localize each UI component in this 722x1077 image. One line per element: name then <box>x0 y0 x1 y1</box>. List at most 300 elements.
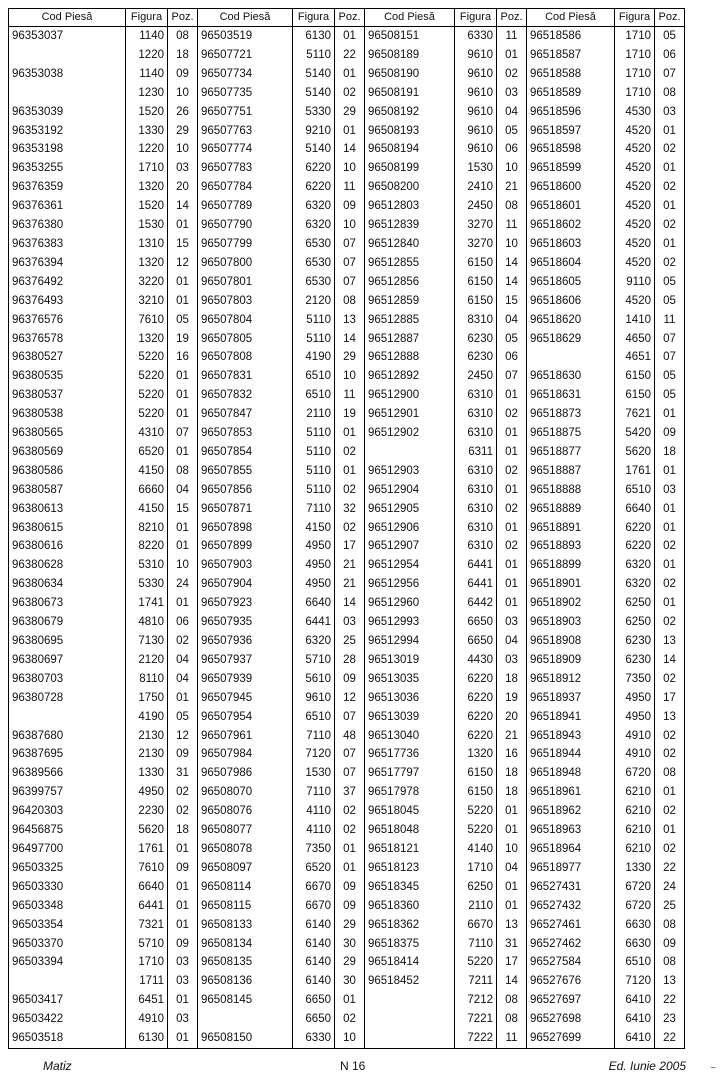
position-cell: 02 <box>335 443 365 462</box>
position-cell: 05 <box>168 708 198 727</box>
position-cell: 03 <box>168 972 198 991</box>
position-cell: 14 <box>655 651 685 670</box>
part-code-cell: 96507961 <box>198 727 293 746</box>
position-cell: 01 <box>497 443 527 462</box>
part-code-cell: 96508115 <box>198 897 293 916</box>
part-code-cell: 96507803 <box>198 292 293 311</box>
column-header-poz: Poz. <box>497 9 527 27</box>
figure-cell: 4950 <box>293 575 335 594</box>
position-cell: 12 <box>168 254 198 273</box>
part-code-cell: 96518375 <box>365 935 455 954</box>
part-code-cell: 96507904 <box>198 575 293 594</box>
position-cell: 01 <box>335 65 365 84</box>
position-cell: 03 <box>335 613 365 632</box>
figure-cell: 4520 <box>615 140 655 159</box>
position-cell: 28 <box>335 651 365 670</box>
part-code-cell: 96517797 <box>365 764 455 783</box>
position-cell: 01 <box>497 897 527 916</box>
position-cell: 23 <box>655 1010 685 1029</box>
position-cell: 19 <box>168 330 198 349</box>
position-cell: 02 <box>497 462 527 481</box>
table-row <box>9 178 685 197</box>
table-row <box>9 235 685 254</box>
figure-cell: 6510 <box>293 708 335 727</box>
figure-cell: 8110 <box>126 670 168 689</box>
figure-cell: 6650 <box>455 632 497 651</box>
figure-cell: 2130 <box>126 745 168 764</box>
position-cell: 02 <box>335 821 365 840</box>
position-cell: 10 <box>335 367 365 386</box>
part-code-cell: 96503518 <box>9 1029 126 1048</box>
figure-cell: 6150 <box>615 367 655 386</box>
position-cell: 02 <box>168 783 198 802</box>
figure-cell: 1761 <box>615 462 655 481</box>
table-row <box>9 27 685 46</box>
figure-cell: 6250 <box>615 613 655 632</box>
figure-cell: 6130 <box>293 27 335 46</box>
figure-cell: 4150 <box>126 500 168 519</box>
figure-cell: 6510 <box>615 953 655 972</box>
position-cell: 05 <box>655 27 685 46</box>
part-code-cell: 96507923 <box>198 594 293 613</box>
position-cell: 01 <box>497 575 527 594</box>
table-row <box>9 594 685 613</box>
table-row <box>9 802 685 821</box>
part-code-cell: 96518908 <box>527 632 615 651</box>
part-code-cell: 96507763 <box>198 122 293 141</box>
part-code-cell: 96380697 <box>9 651 126 670</box>
position-cell: 07 <box>655 65 685 84</box>
part-code-cell: 96518631 <box>527 386 615 405</box>
position-cell: 02 <box>655 802 685 821</box>
figure-cell: 9610 <box>455 122 497 141</box>
figure-cell: 7110 <box>293 783 335 802</box>
position-cell: 05 <box>655 386 685 405</box>
position-cell: 22 <box>655 991 685 1010</box>
position-cell: 05 <box>655 273 685 292</box>
part-code-cell: 96512994 <box>365 632 455 651</box>
figure-cell: 7120 <box>615 972 655 991</box>
part-code-cell: 96518909 <box>527 651 615 670</box>
part-code-cell: 96518123 <box>365 859 455 878</box>
position-cell: 01 <box>655 122 685 141</box>
table-row <box>9 537 685 556</box>
position-cell: 09 <box>168 65 198 84</box>
position-cell: 03 <box>497 651 527 670</box>
position-cell: 01 <box>335 840 365 859</box>
part-code-cell: 96518629 <box>527 330 615 349</box>
position-cell: 01 <box>497 594 527 613</box>
position-cell: 02 <box>497 537 527 556</box>
table-header-row <box>9 9 685 27</box>
figure-cell: 6220 <box>455 689 497 708</box>
position-cell: 02 <box>335 84 365 103</box>
figure-cell: 6310 <box>455 386 497 405</box>
part-code-cell: 96518452 <box>365 972 455 991</box>
table-row <box>9 273 685 292</box>
figure-cell: 6441 <box>455 575 497 594</box>
position-cell: 02 <box>655 140 685 159</box>
position-cell: 12 <box>168 727 198 746</box>
position-cell: 10 <box>168 556 198 575</box>
figure-cell: 7350 <box>293 840 335 859</box>
footer-model-name: Matiz <box>43 1059 72 1073</box>
table-row <box>9 651 685 670</box>
figure-cell: 6220 <box>615 537 655 556</box>
figure-cell: 1710 <box>126 159 168 178</box>
figure-cell: 6530 <box>293 273 335 292</box>
position-cell: 07 <box>335 764 365 783</box>
figure-cell: 6220 <box>455 670 497 689</box>
figure-cell: 6630 <box>615 935 655 954</box>
part-code-cell: 96380586 <box>9 462 126 481</box>
position-cell: 07 <box>335 235 365 254</box>
figure-cell: 7222 <box>455 1029 497 1048</box>
part-code-cell: 96508078 <box>198 840 293 859</box>
position-cell: 01 <box>168 367 198 386</box>
position-cell: 18 <box>168 821 198 840</box>
table-row <box>9 727 685 746</box>
part-code-cell: 96508193 <box>365 122 455 141</box>
part-code-cell: 96518875 <box>527 424 615 443</box>
figure-cell: 7110 <box>455 935 497 954</box>
position-cell: 02 <box>335 1010 365 1029</box>
figure-cell: 6150 <box>455 273 497 292</box>
figure-cell: 6310 <box>455 519 497 538</box>
part-code-cell: 96518603 <box>527 235 615 254</box>
figure-cell: 6640 <box>615 500 655 519</box>
position-cell: 10 <box>168 84 198 103</box>
figure-cell: 1410 <box>615 311 655 330</box>
part-code-cell: 96508077 <box>198 821 293 840</box>
position-cell: 29 <box>168 122 198 141</box>
figure-cell: 6670 <box>293 897 335 916</box>
position-cell: 16 <box>168 348 198 367</box>
position-cell: 01 <box>168 840 198 859</box>
part-code-cell: 96513019 <box>365 651 455 670</box>
part-code-cell: 96518944 <box>527 745 615 764</box>
part-code-cell: 96527699 <box>527 1029 615 1048</box>
column-header-fig: Figura <box>615 9 655 27</box>
figure-cell: 7110 <box>293 500 335 519</box>
figure-cell: 6210 <box>615 802 655 821</box>
position-cell: 19 <box>497 689 527 708</box>
part-code-cell: 96518345 <box>365 878 455 897</box>
position-cell: 14 <box>497 972 527 991</box>
figure-cell: 9610 <box>455 46 497 65</box>
position-cell: 29 <box>335 348 365 367</box>
figure-cell: 3270 <box>455 216 497 235</box>
table-row <box>9 1029 685 1048</box>
part-code-cell: 96518362 <box>365 916 455 935</box>
position-cell: 07 <box>168 424 198 443</box>
part-code-cell: 96508076 <box>198 802 293 821</box>
position-cell: 02 <box>497 65 527 84</box>
figure-cell: 9110 <box>615 273 655 292</box>
figure-cell: 7610 <box>126 859 168 878</box>
part-code-cell <box>365 1029 455 1048</box>
part-code-cell: 96507751 <box>198 103 293 122</box>
figure-cell: 6630 <box>615 916 655 935</box>
figure-cell: 1220 <box>126 46 168 65</box>
table-row <box>9 745 685 764</box>
column-header-fig: Figura <box>293 9 335 27</box>
part-code-cell: 96508134 <box>198 935 293 954</box>
figure-cell: 5310 <box>126 556 168 575</box>
figure-cell: 1320 <box>126 254 168 273</box>
figure-cell: 5610 <box>293 670 335 689</box>
position-cell: 04 <box>497 632 527 651</box>
part-code-cell: 96527698 <box>527 1010 615 1029</box>
position-cell: 11 <box>497 1029 527 1048</box>
figure-cell: 6310 <box>455 481 497 500</box>
position-cell: 17 <box>497 953 527 972</box>
figure-cell: 4520 <box>615 254 655 273</box>
part-code-cell: 96380538 <box>9 405 126 424</box>
position-cell: 08 <box>655 764 685 783</box>
position-cell: 01 <box>168 537 198 556</box>
position-cell: 11 <box>497 216 527 235</box>
position-cell: 01 <box>168 443 198 462</box>
part-code-cell: 96512856 <box>365 273 455 292</box>
part-code-cell: 96518961 <box>527 783 615 802</box>
part-code-cell: 96527461 <box>527 916 615 935</box>
part-code-cell: 96387695 <box>9 745 126 764</box>
figure-cell: 4910 <box>615 727 655 746</box>
table-row <box>9 216 685 235</box>
position-cell: 03 <box>168 1010 198 1029</box>
position-cell: 01 <box>335 424 365 443</box>
part-code-cell: 96518048 <box>365 821 455 840</box>
figure-cell: 1710 <box>126 953 168 972</box>
figure-cell: 2450 <box>455 367 497 386</box>
figure-cell: 1530 <box>455 159 497 178</box>
figure-cell: 6320 <box>293 216 335 235</box>
part-code-cell: 96380587 <box>9 481 126 500</box>
figure-cell: 4140 <box>455 840 497 859</box>
position-cell: 01 <box>655 235 685 254</box>
position-cell: 08 <box>335 292 365 311</box>
position-cell: 19 <box>335 405 365 424</box>
figure-cell: 2130 <box>126 727 168 746</box>
part-code-cell: 96503394 <box>9 953 126 972</box>
part-code-cell: 96518977 <box>527 859 615 878</box>
part-code-cell: 96518902 <box>527 594 615 613</box>
position-cell: 02 <box>655 613 685 632</box>
part-code-cell: 96507721 <box>198 46 293 65</box>
part-code-cell: 96518912 <box>527 670 615 689</box>
figure-cell: 6150 <box>455 783 497 802</box>
figure-cell: 6530 <box>293 254 335 273</box>
figure-cell: 6311 <box>455 443 497 462</box>
position-cell: 02 <box>655 216 685 235</box>
figure-cell: 6140 <box>293 972 335 991</box>
part-code-cell: 96507789 <box>198 197 293 216</box>
column-header-code: Cod Piesă <box>527 9 615 27</box>
figure-cell: 9210 <box>293 122 335 141</box>
part-code-cell: 96507984 <box>198 745 293 764</box>
figure-cell: 4950 <box>615 689 655 708</box>
part-code-cell: 96507847 <box>198 405 293 424</box>
position-cell: 02 <box>655 537 685 556</box>
figure-cell: 6650 <box>455 613 497 632</box>
position-cell: 09 <box>335 897 365 916</box>
figure-cell: 7221 <box>455 1010 497 1029</box>
table-row <box>9 159 685 178</box>
position-cell: 01 <box>168 689 198 708</box>
position-cell: 08 <box>655 84 685 103</box>
figure-cell: 6510 <box>615 481 655 500</box>
figure-cell: 1710 <box>615 65 655 84</box>
column-header-poz: Poz. <box>655 9 685 27</box>
figure-cell: 4110 <box>293 821 335 840</box>
part-code-cell: 96380695 <box>9 632 126 651</box>
figure-cell: 1520 <box>126 197 168 216</box>
part-code-cell: 96380615 <box>9 519 126 538</box>
part-code-cell: 96507936 <box>198 632 293 651</box>
figure-cell: 4950 <box>126 783 168 802</box>
position-cell: 15 <box>497 292 527 311</box>
figure-cell: 5620 <box>126 821 168 840</box>
part-code-cell <box>527 348 615 367</box>
figure-cell: 6150 <box>455 292 497 311</box>
part-code-cell: 96507903 <box>198 556 293 575</box>
part-code-cell: 96507831 <box>198 367 293 386</box>
figure-cell: 6410 <box>615 991 655 1010</box>
part-code-cell: 96513039 <box>365 708 455 727</box>
position-cell: 03 <box>497 613 527 632</box>
position-cell: 02 <box>497 405 527 424</box>
position-cell: 01 <box>655 556 685 575</box>
figure-cell: 4810 <box>126 613 168 632</box>
position-cell: 13 <box>655 708 685 727</box>
figure-cell: 6670 <box>455 916 497 935</box>
part-code-cell: 96353255 <box>9 159 126 178</box>
position-cell: 08 <box>497 1010 527 1029</box>
part-code-cell: 96420303 <box>9 802 126 821</box>
column-header-fig: Figura <box>455 9 497 27</box>
part-code-cell: 96518589 <box>527 84 615 103</box>
part-code-cell: 96518903 <box>527 613 615 632</box>
part-code-cell: 96518620 <box>527 311 615 330</box>
figure-cell: 6650 <box>293 991 335 1010</box>
position-cell: 11 <box>335 178 365 197</box>
position-cell: 21 <box>335 575 365 594</box>
table-row <box>9 424 685 443</box>
position-cell: 02 <box>655 178 685 197</box>
figure-cell: 4950 <box>615 708 655 727</box>
part-code-cell: 96380703 <box>9 670 126 689</box>
part-code-cell: 96380679 <box>9 613 126 632</box>
part-code-cell: 96508145 <box>198 991 293 1010</box>
position-cell: 12 <box>335 689 365 708</box>
part-code-cell: 96512907 <box>365 537 455 556</box>
figure-cell: 9610 <box>455 140 497 159</box>
position-cell: 37 <box>335 783 365 802</box>
position-cell: 01 <box>168 878 198 897</box>
position-cell: 21 <box>497 727 527 746</box>
figure-cell: 6650 <box>293 1010 335 1029</box>
position-cell: 01 <box>168 594 198 613</box>
part-code-cell <box>9 972 126 991</box>
part-code-cell: 96507935 <box>198 613 293 632</box>
position-cell: 20 <box>168 178 198 197</box>
part-code-cell: 96380537 <box>9 386 126 405</box>
figure-cell: 6210 <box>615 840 655 859</box>
figure-cell: 5140 <box>293 84 335 103</box>
position-cell: 01 <box>168 273 198 292</box>
position-cell: 01 <box>655 197 685 216</box>
position-cell: 01 <box>655 783 685 802</box>
part-code-cell: 96512960 <box>365 594 455 613</box>
part-code-cell: 96507800 <box>198 254 293 273</box>
part-code-cell: 96518360 <box>365 897 455 916</box>
part-code-cell: 96507832 <box>198 386 293 405</box>
part-code-cell: 96518601 <box>527 197 615 216</box>
figure-cell: 6210 <box>615 783 655 802</box>
position-cell: 21 <box>335 556 365 575</box>
part-code-cell <box>365 1010 455 1029</box>
table-row <box>9 103 685 122</box>
part-code-cell: 96518045 <box>365 802 455 821</box>
position-cell: 01 <box>655 159 685 178</box>
position-cell: 02 <box>655 840 685 859</box>
position-cell: 16 <box>497 745 527 764</box>
figure-cell: 4651 <box>615 348 655 367</box>
figure-cell: 4520 <box>615 122 655 141</box>
table-row <box>9 840 685 859</box>
part-code-cell: 96376578 <box>9 330 126 349</box>
part-code-cell: 96518873 <box>527 405 615 424</box>
part-code-cell: 96399757 <box>9 783 126 802</box>
figure-cell: 5710 <box>293 651 335 670</box>
part-code-cell: 96507945 <box>198 689 293 708</box>
part-code-cell: 96376493 <box>9 292 126 311</box>
position-cell: 10 <box>335 216 365 235</box>
part-code-cell: 96512892 <box>365 367 455 386</box>
part-code-cell: 96518891 <box>527 519 615 538</box>
table-row <box>9 500 685 519</box>
part-code-cell: 96507871 <box>198 500 293 519</box>
part-code-cell: 96518941 <box>527 708 615 727</box>
position-cell: 09 <box>168 859 198 878</box>
part-code-cell: 96512993 <box>365 613 455 632</box>
figure-cell: 4520 <box>615 235 655 254</box>
position-cell: 07 <box>655 348 685 367</box>
position-cell: 13 <box>655 632 685 651</box>
figure-cell: 6520 <box>293 859 335 878</box>
part-code-cell: 96353038 <box>9 65 126 84</box>
part-code-cell: 96380565 <box>9 424 126 443</box>
figure-cell: 4110 <box>293 802 335 821</box>
figure-cell: 6441 <box>293 613 335 632</box>
position-cell: 07 <box>335 254 365 273</box>
position-cell: 11 <box>335 386 365 405</box>
part-code-cell: 96456875 <box>9 821 126 840</box>
table-row <box>9 689 685 708</box>
figure-cell: 5110 <box>293 46 335 65</box>
part-code-cell: 96507899 <box>198 537 293 556</box>
part-code-cell <box>365 443 455 462</box>
part-code-cell: 96503417 <box>9 991 126 1010</box>
part-code-cell: 96507735 <box>198 84 293 103</box>
table-row <box>9 897 685 916</box>
figure-cell: 5220 <box>126 367 168 386</box>
figure-cell: 7621 <box>615 405 655 424</box>
position-cell: 04 <box>168 670 198 689</box>
column-header-code: Cod Piesă <box>9 9 126 27</box>
figure-cell: 6150 <box>455 764 497 783</box>
